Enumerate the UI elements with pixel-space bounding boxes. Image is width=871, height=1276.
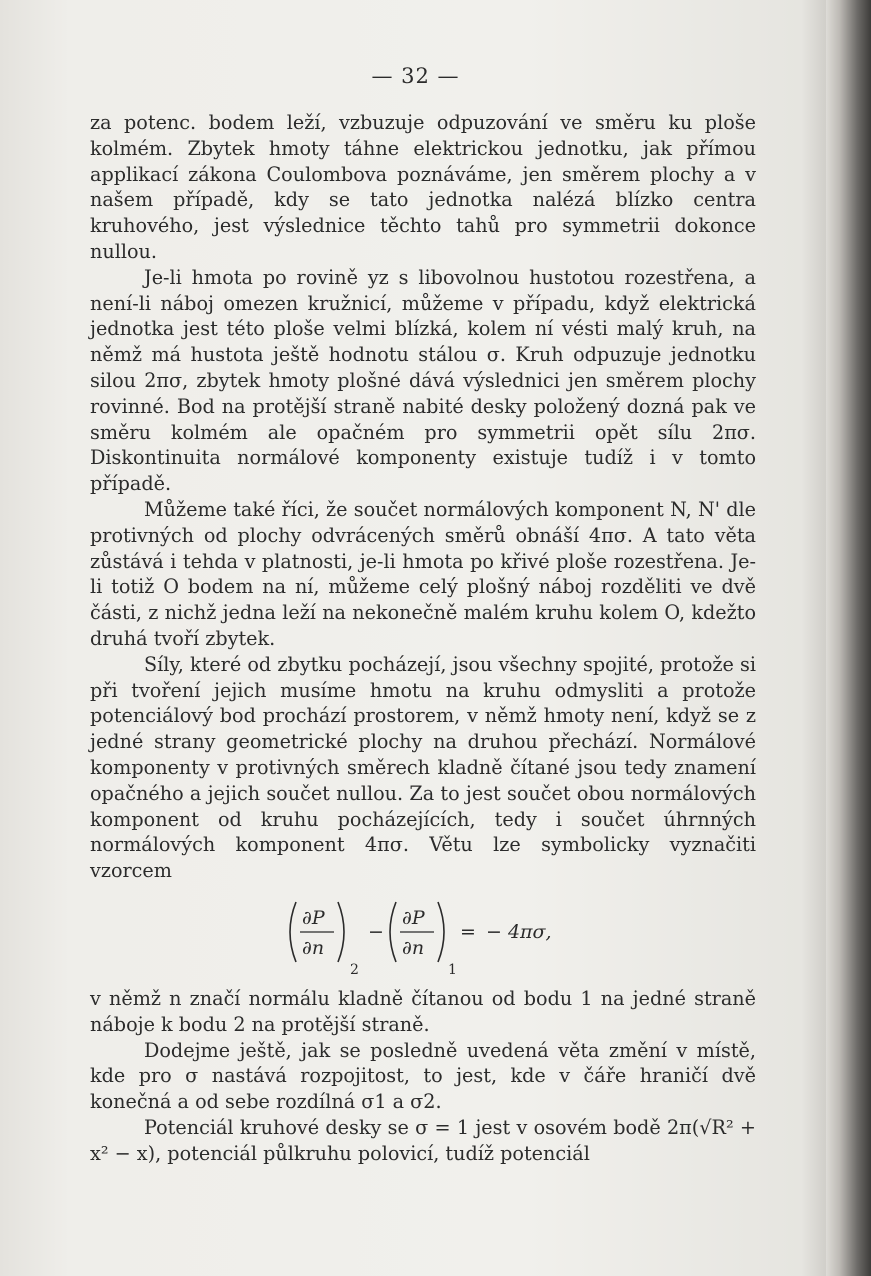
paragraph-6: Dodejme ještě, jak se posledně uvedená věta změní v místě, kde pro σ nastává rozpojitost, to jest, kde v čáře hraničí dvě konečná a od sebe rozdílná σ1 a σ2. <box>90 1038 756 1114</box>
paragraph-3: Můžeme také říci, že součet normálových komponent N, N' dle protivných od plochy odvrácených směrů obnáší 4πσ. A tato věta zůstává i tehda v platnosti, je-li hmota po křivé ploše rozestřena. Je-li totiž O bodem na ní, můžeme celý plošný náboj rozděliti ve dvě části, z nichž jedna leží na nekonečně malém kruhu kolem O, kdežto druhá tvoří zbytek. <box>90 497 756 650</box>
book-spine-shadow <box>826 0 871 1276</box>
formula-equals: = <box>460 920 476 943</box>
formula-numerator-right: ∂P <box>402 906 425 929</box>
formula-subscript-right: 1 <box>448 961 457 978</box>
formula-minus: − <box>368 920 384 943</box>
right-paren-open <box>390 902 396 962</box>
paragraph-7: Potenciál kruhové desky se σ = 1 jest v osovém bodě 2π(√R² + x² − x), potenciál půlkruhu polovicí, tudíž potenciál <box>90 1115 756 1165</box>
left-paren-close <box>338 902 344 962</box>
paragraph-1: za potenc. bodem leží, vzbuzuje odpuzování ve směru ku ploše kolmém. Zbytek hmoty táhne elektrickou jednotku, jak přímou applikací zákona Coulombova poznáváme, jen směrem plochy a v našem případě, kdy se tato jednotka nalézá blízko centra kruhového, jest výslednice těchto tahů pro symmetrii dokonce nullou. <box>90 111 756 263</box>
paragraph-4: Síly, které od zbytku pocházejí, jsou všechny spojité, protože si při tvoření jejich musíme hmotu na kruhu odmysliti a protože potenciálový bod prochází prostorem, v němž hmoty není, když se z jedné strany geometrické plochy na druhou přechází. Normálové komponenty v protivných směrech kladně čítané jsou tedy znamení opačného a jejich součet nullou. Za to jest součet obou normálových komponent od kruhu pocházejících, tedy i součet úhrnných normálových komponent 4πσ. Větu lze symbolicky vyznačiti vzorcem <box>90 652 756 883</box>
formula-subscript-left: 2 <box>350 961 359 978</box>
left-paren-open <box>290 902 296 962</box>
formula-denominator-left: ∂n <box>302 936 325 959</box>
formula-rhs: − 4πσ, <box>486 920 552 943</box>
formula-svg <box>282 896 582 980</box>
formula-block <box>90 896 756 980</box>
formula-denominator-right: ∂n <box>402 936 425 959</box>
page-body <box>90 110 756 1166</box>
paragraph-5: v němž n značí normálu kladně čítanou od bodu 1 na jedné straně náboje k bodu 2 na protější straně. <box>90 986 756 1036</box>
formula-numerator-left: ∂P <box>302 906 325 929</box>
page-number: — 32 — <box>371 64 460 88</box>
right-paren-close <box>438 902 444 962</box>
paragraph-2: Je-li hmota po rovině yz s libovolnou hustotou rozestřena, a není-li náboj omezen kružnicí, můžeme v případu, když elektrická jednotka jest této ploše velmi blízká, kolem ní vésti malý kruh, na němž má hustota ještě hodnotu stálou σ. Kruh odpuzuje jednotku silou 2πσ, zbytek hmoty plošné dává výslednici jen směrem plochy rovinné. Bod na protější straně nabité desky položený dozná pak ve směru kolmém ale opačném pro symmetrii opět sílu 2πσ. Diskontinuita normálové komponenty existuje tudíž i v tomto případě. <box>90 265 756 496</box>
